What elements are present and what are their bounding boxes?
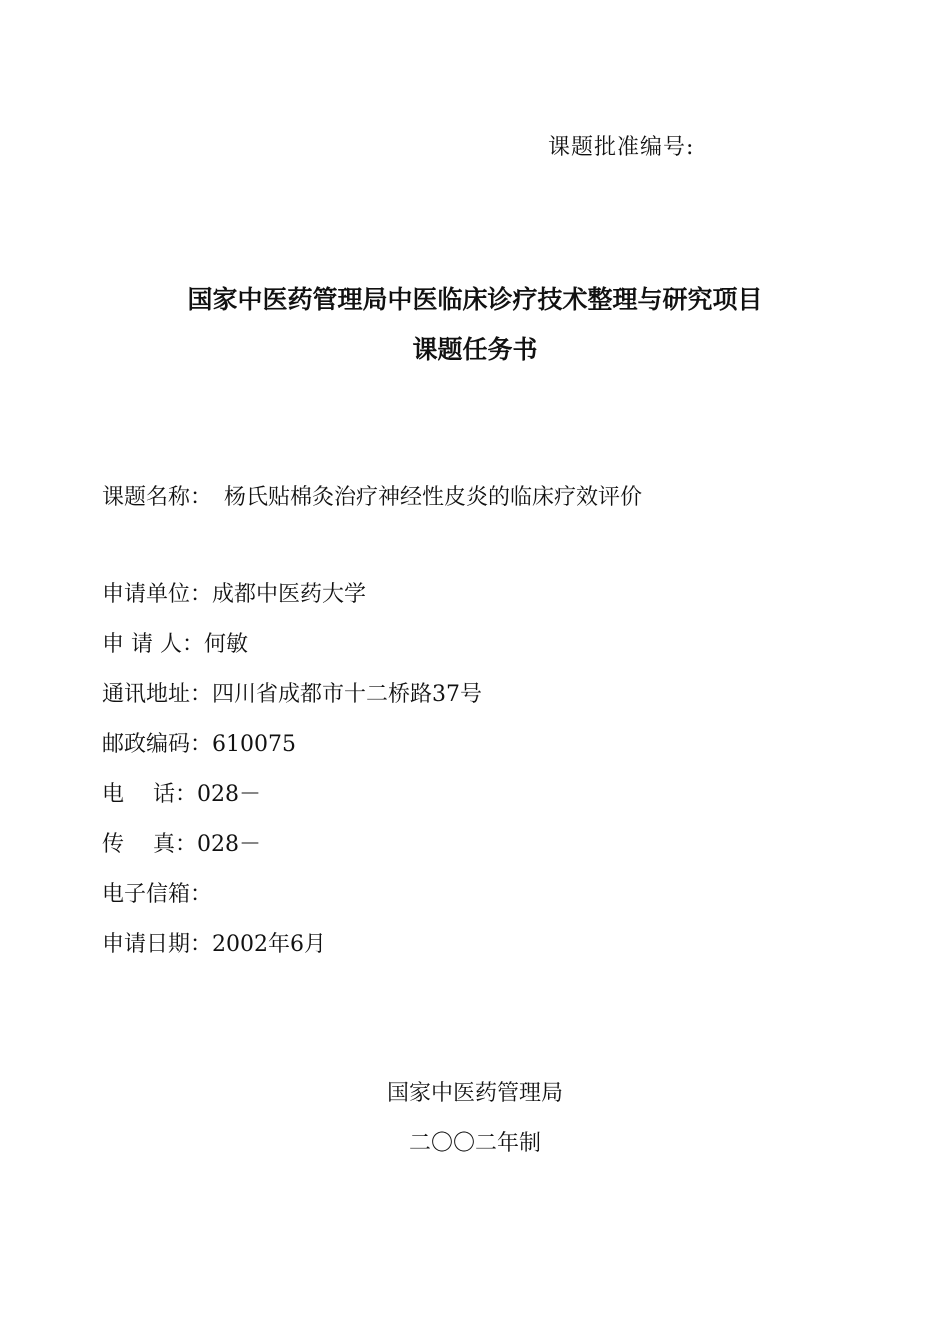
field-value: 成都中医药大学 <box>212 582 367 607</box>
field-label: 通讯地址： <box>102 682 213 707</box>
field-value: 028－ <box>197 832 261 857</box>
field-label: 传 真： <box>102 832 197 857</box>
field-label: 申请日期： <box>102 932 213 957</box>
field-label: 电子信箱： <box>102 882 213 907</box>
approval-number-label: 课题批准编号: <box>548 135 695 160</box>
applicant-info-list <box>102 578 482 978</box>
project-name-row <box>102 480 642 511</box>
field-label: 申请单位： <box>102 582 213 607</box>
document-title: 国家中医药管理局中医临床诊疗技术整理与研究项目 <box>187 285 763 314</box>
issue-year: 二〇〇二年制 <box>408 1131 541 1156</box>
field-label: 申 请 人： <box>102 632 204 657</box>
field-value: 028－ <box>197 782 261 807</box>
field-label: 邮政编码： <box>102 732 213 757</box>
field-value: 何敏 <box>204 632 249 657</box>
field-email <box>102 878 482 928</box>
field-applicant <box>102 628 482 678</box>
field-phone <box>102 778 482 828</box>
issuing-organization: 国家中医药管理局 <box>386 1081 563 1106</box>
field-fax <box>102 828 482 878</box>
document-subtitle: 课题任务书 <box>412 335 538 364</box>
field-applicant-unit <box>102 578 482 628</box>
field-address <box>102 678 482 728</box>
field-label: 电 话： <box>102 782 197 807</box>
project-name-label: 课题名称： <box>102 485 213 510</box>
field-value: 四川省成都市十二桥路37号 <box>212 682 483 707</box>
project-name-value: 杨氏贴棉灸治疗神经性皮炎的临床疗效评价 <box>224 485 643 510</box>
field-application-date <box>102 928 482 978</box>
field-value: 2002年6月 <box>212 932 327 957</box>
field-value: 610075 <box>212 732 296 757</box>
field-postal-code <box>102 728 482 778</box>
